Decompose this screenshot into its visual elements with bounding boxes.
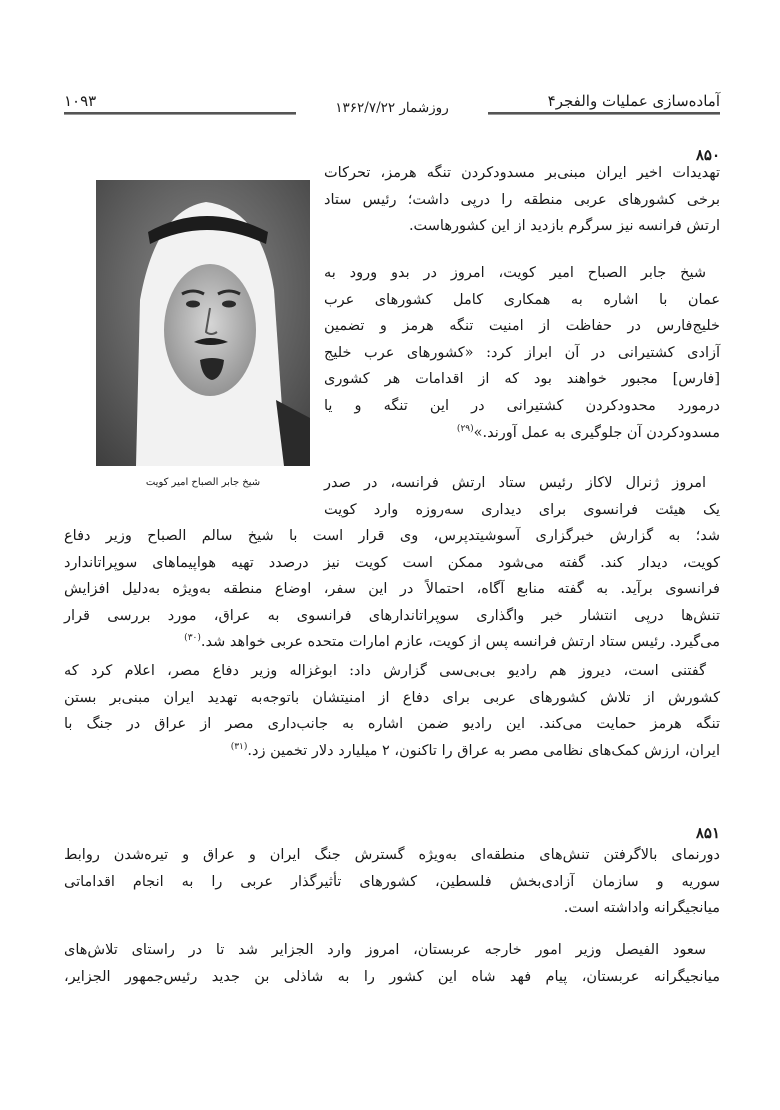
paragraph-continued (64, 523, 720, 656)
portrait-photo-icon (96, 180, 310, 466)
running-header (64, 92, 720, 116)
text-line: میانجیگرانه واداشته است. (563, 900, 720, 917)
text-line: درمورد محدودکردن کشتیرانی در این تنگه و یا (324, 397, 720, 414)
text-line: فرانسوی برآید. به گفته منابع آگاه، احتمالاً در این سفر، اوضاع منطقه به‌ویژه به‌دلیل افزایش (64, 581, 720, 598)
footnote-ref[interactable]: (۳۰) (184, 633, 201, 644)
entry-number: ۸۵۰ (695, 146, 720, 164)
text-line: ارتش فرانسه نیز سرگرم بازدید از این کشورهاست. (408, 218, 720, 235)
text-line: سوریه و سازمان آزادی‌بخش فلسطین، کشورهای تأثیرگذار عربی را به انجام اقداماتی (64, 873, 720, 890)
book-page (64, 0, 720, 1110)
paragraph (324, 470, 720, 523)
text-line: میانجیگرانه عربستان، پیام فهد شاه این کشور را به شاذلی بن جدید رئیس‌جمهور الجزایر، (64, 968, 720, 985)
portrait-figure (96, 180, 310, 488)
text-line: [فارس] مجبور خواهند بود که از اقدامات هر کشوری (324, 371, 720, 388)
text-line: خلیج‌فارس در حفاظت از امنیت تنگه هرمز و تضمین (324, 318, 720, 335)
header-rule-left (64, 112, 296, 115)
text-segment: ایران، ارزش کمک‌های نظامی مصر به عراق را تاکنون، ۲ میلیارد دلار تخمین زد. (247, 742, 720, 759)
text-line: تنش‌ها درپی انتشار خبر واگذاری سوپراتاندارهای فرانسوی به عراق، مورد بررسی قرار (64, 607, 720, 624)
text-line (64, 629, 720, 656)
entry-number: ۸۵۱ (695, 824, 720, 842)
text-line: سعود الفیصل وزیر امور خارجه عربستان، امروز وارد الجزایر شد تا در راستای تلاش‌های (64, 942, 706, 958)
text-line: یک هیئت فرانسوی برای دیداری سه‌روزه وارد کویت (324, 501, 720, 518)
paragraph (324, 160, 720, 240)
page-number: ۱۰۹۳ (64, 92, 97, 110)
text-line: دورنمای بالاگرفتن تنش‌های منطقه‌ای به‌ویژه گسترش جنگ ایران و عراق و تیره‌شدن روابط (64, 847, 720, 863)
text-line: آزادی کشتیرانی در آن ابراز کرد: «کشورهای عرب خلیج (324, 344, 720, 361)
text-segment: مسدودکردن آن جلوگیری به عمل آورند.» (473, 424, 720, 441)
text-line: کویت، دیدار کند. گفته می‌شود ممکن است کویت نیز درصدد تهیه هواپیماهای سوپراتاندارد (64, 554, 720, 571)
text-line: برخی کشورهای عربی منطقه را درپی داشت؛ رئیس ستاد (324, 191, 720, 208)
text-line: تهدیدات اخیر ایران مبنی‌بر مسدودکردن تنگه هرمز، تحرکات (324, 165, 720, 181)
paragraph (64, 658, 720, 764)
paragraph (324, 260, 720, 446)
text-line: کشورش از تلاش کشورهای عربی برای دفاع از امنیتشان باتوجه‌به تهدید ایران مبنی‌بر بستن (64, 689, 720, 706)
text-line (324, 420, 720, 447)
chronicle-date: روزشمار ۱۳۶۲/۷/۲۲ (335, 100, 449, 116)
text-line: عمان با اشاره به همکاری کامل کشورهای عرب (324, 291, 720, 308)
text-line: گفتنی است، دیروز هم رادیو بی‌بی‌سی گزارش داد: ابوغزاله وزیر دفاع مصر، اعلام کرد که (64, 663, 706, 679)
text-line: شد؛ به گزارش خبرگزاری آسوشیتدپرس، وی قرار است با شیخ سالم الصباح وزیر دفاع (64, 528, 720, 544)
text-line: شیخ جابر الصباح امیر کویت، امروز در بدو ورود به (324, 265, 706, 281)
text-line: امروز ژنرال لاکاز رئیس ستاد ارتش فرانسه، در صدر (324, 475, 706, 491)
text-line: تنگه هرمز حمایت می‌کند. این رادیو ضمن اشاره به جانب‌داری مصر از عراق در جنگ با (64, 716, 720, 733)
paragraph (64, 937, 720, 990)
text-segment: می‌گیرد. رئیس ستاد ارتش فرانسه پس از کویت، عازم امارات متحده عربی خواهد شد. (200, 634, 720, 651)
footnote-ref[interactable]: (۲۹) (456, 423, 474, 434)
book-title: آماده‌سازی عملیات والفجر۴ (547, 92, 720, 110)
header-rule-right (488, 112, 720, 115)
paragraph (64, 842, 720, 922)
footnote-ref[interactable]: (۳۱) (230, 741, 248, 752)
text-line (64, 738, 720, 765)
photo-caption: شیخ جابر الصباح امیر کویت (145, 477, 261, 488)
